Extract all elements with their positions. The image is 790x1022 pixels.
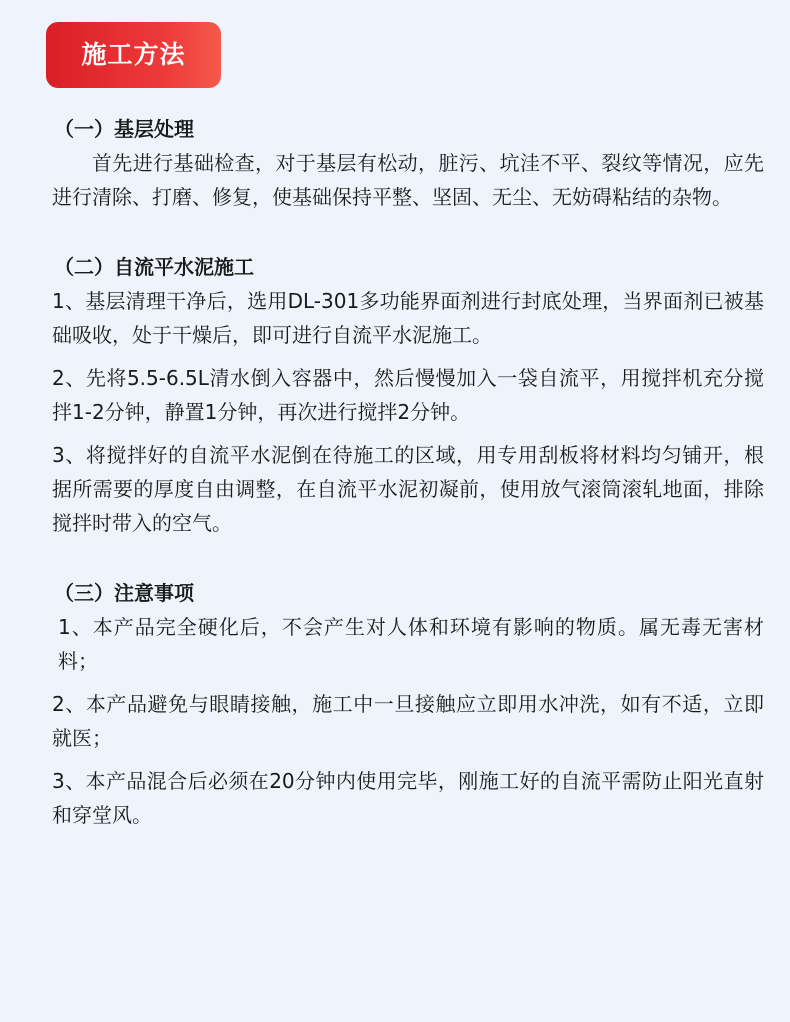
section-heading: （二）自流平水泥施工: [54, 255, 254, 279]
section-precautions: [52, 576, 764, 832]
section-heading: （一）基层处理: [54, 117, 194, 141]
paragraph: 3、本产品混合后必须在20分钟内使用完毕，刚施工好的自流平需防止阳光直射和穿堂风。: [52, 769, 764, 827]
paragraph: 2、本产品避免与眼睛接触，施工中一旦接触应立即用水冲洗，如有不适，立即就医；: [52, 692, 764, 750]
paragraph: 1、本产品完全硬化后，不会产生对人体和环境有影响的物质。属无毒无害材料；: [58, 615, 764, 673]
content-body: [52, 112, 764, 868]
section-self-leveling-construction: [52, 250, 764, 540]
paragraph: 2、先将5.5-6.5L清水倒入容器中，然后慢慢加入一袋自流平，用搅拌机充分搅拌1-2分钟，静置1分钟，再次进行搅拌2分钟。: [52, 366, 764, 424]
paragraph: 首先进行基础检查，对于基层有松动，脏污、坑洼不平、裂纹等情况，应先进行清除、打磨、修复，使基础保持平整、坚固、无尘、无妨碍粘结的杂物。: [52, 151, 764, 209]
page-title: 施工方法: [46, 22, 221, 88]
paragraph: 1、基层清理干净后，选用DL-301多功能界面剂进行封底处理，当界面剂已被基础吸收，处于干燥后，即可进行自流平水泥施工。: [52, 289, 764, 347]
paragraph: 3、将搅拌好的自流平水泥倒在待施工的区域，用专用刮板将材料均匀铺开，根据所需要的厚度自由调整，在自流平水泥初凝前，使用放气滚筒滚轧地面，排除搅拌时带入的空气。: [52, 443, 764, 535]
section-heading: （三）注意事项: [54, 581, 194, 605]
section-base-treatment: [52, 112, 764, 214]
